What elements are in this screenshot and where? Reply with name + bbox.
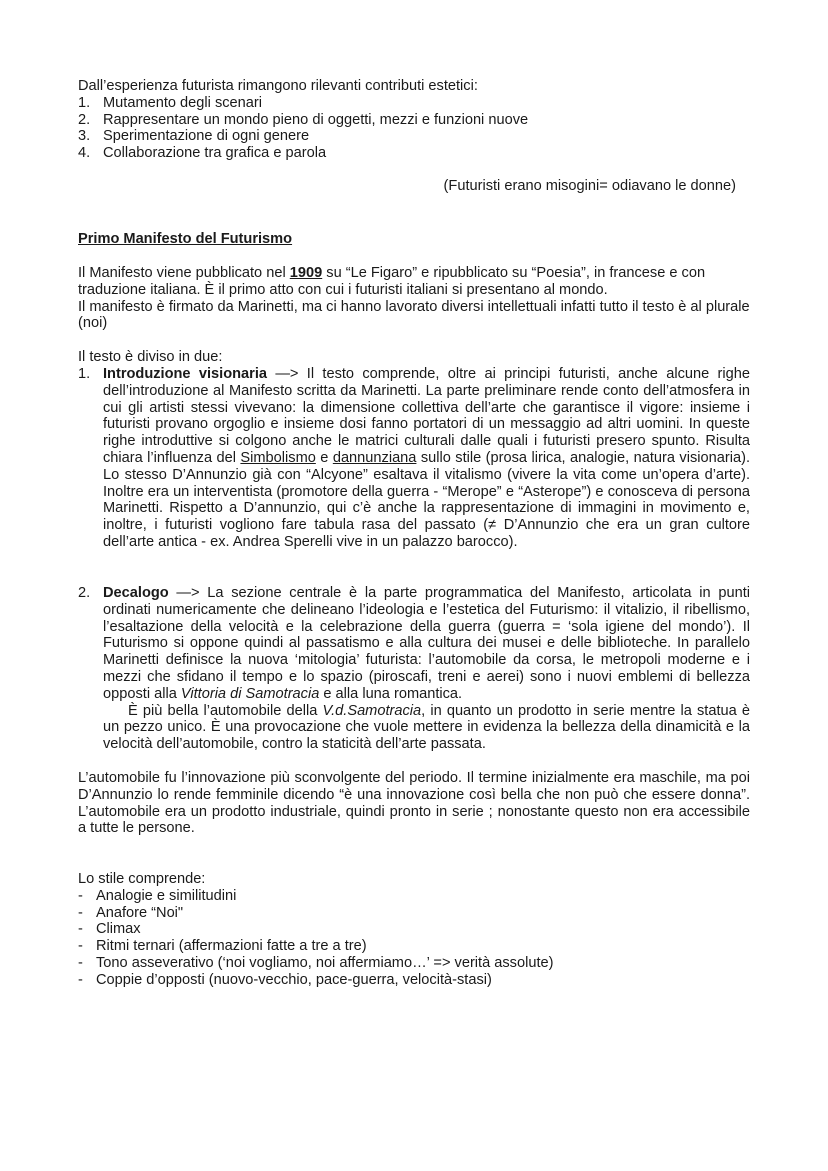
list-item	[78, 585, 750, 753]
list-item	[78, 145, 750, 162]
style-block	[78, 871, 750, 989]
keyword-dannunziana: dannunziana	[332, 449, 417, 466]
list-dash: -	[78, 954, 83, 971]
item-body: —> Il testo comprende, oltre ai principi futuristi, anche alcune righe dell’introduzione al Manifesto scritta da Marinetti. La parte preliminare rende conto dell’atmosfera in cui gli artisti stessi vivevano: la dimensione collettiva dell’arte che garantisce il vigore: insieme i futuristi provano orgoglio e insieme dosi fanno portatori di un messaggio ad altri uomini. In queste righe introduttive si colgono anche le matrici culturali dalle quali i futuristi presero spunto. Risulta chiara l’influenza del	[103, 366, 750, 466]
list-item	[78, 112, 750, 129]
sub-text: È più bella l’automobile della	[128, 702, 323, 719]
list-number: 3.	[78, 128, 91, 145]
intro-block	[78, 78, 750, 162]
automobile-paragraph: L’automobile fu l’innovazione più sconvolgente del periodo. Il termine inizialmente era maschile, ma poi D’Annunzio lo rende femminile dicendo “è una innovazione così bella che non può che essere donna”. L’automobile era un prodotto industriale, quindi pronto in serie ; nonostante questo non era accessibile a tutte le persone.	[78, 770, 750, 837]
list-item	[78, 955, 750, 972]
sub-text: , in quanto un prodotto in serie mentre la statua è un pezzo unico. È una provocazione che vuole mettere in evidenza la bellezza della dinamicità e la velocità dell’automobile, contro la staticità dell’arte passata.	[103, 702, 750, 753]
italic-samotracia: V.d.Samotracia	[322, 702, 422, 719]
publication-text-b: su “Le Figaro” e ripubblicato su “Poesia”, in francese e con traduzione italiana. È il primo atto con cui i futuristi italiani si presentano al mondo.	[78, 265, 706, 298]
list-number: 4.	[78, 145, 91, 162]
list-number: 2.	[78, 585, 91, 601]
division-lead: Il testo è diviso in due:	[78, 349, 223, 365]
item-body: —> La sezione centrale è la parte programmatica del Manifesto, articolata in punti ordinati numericamente che delineano l’ideologia e l’estetica del Futurismo: il vitalizio, il ribellismo, l’esaltazione della velocità e la celebrazione della guerra (guerra = ‘sola igiene del mondo’). Il Futurismo si oppone quindi al passatismo e alla cultura dei musei e delle biblioteche. In parallelo Marinetti definisce la nuova ‘mitologia’ futurista: l’automobile da corsa, le metropoli moderne e i mezzi che sfidano il tempo e lo spazio (piroscafi, treni e aerei) sono i nuovi emblemi di bellezza opposti alla	[103, 585, 750, 702]
list-text: Coppie d’opposti (nuovo-vecchio, pace-guerra, velocità-stasi)	[96, 971, 492, 988]
publication-block	[78, 265, 750, 332]
list-dash: -	[78, 887, 83, 904]
list-item	[78, 921, 750, 938]
item-title: Decalogo	[103, 585, 169, 601]
list-text: Rappresentare un mondo pieno di oggetti, mezzi e funzioni nuove	[103, 111, 529, 128]
italic-vittoria: Vittoria di Samotracia	[180, 685, 320, 702]
item-content	[103, 585, 750, 753]
intro-lead: Dall’esperienza futurista rimangono rilevanti contributi estetici:	[78, 78, 478, 94]
style-lead: Lo stile comprende:	[78, 871, 206, 887]
list-text: Mutamento degli scenari	[103, 94, 262, 111]
list-item	[78, 128, 750, 145]
list-text: Climax	[96, 921, 141, 938]
list-dash: -	[78, 971, 83, 988]
item-decalogo	[78, 585, 750, 753]
item-body: sullo stile (prosa lirica, analogie, natura visionaria). Lo stesso D’Annunzio già con “Alcyone” esaltava il vitalismo (vivere la vita come un’opera d’arte). Inoltre era un interventista (promotore della guerra - “Merope” e “Asterope”) e conosceva di persona Marinetti. Rispetto a D’annunzio, qui c’è anche la rappresentazione di immagini in movimento e, inoltre, i futuristi vogliono fare tabula rasa del passato (≠ D’Annunzio che era un gran cultore dell’arte antica - ex. Andrea Sperelli vive in un palazzo barocco).	[103, 449, 750, 550]
list-item	[78, 888, 750, 905]
list-text: Tono asseverativo (‘noi vogliamo, noi affermiamo…’ => verità assolute)	[96, 954, 554, 971]
keyword-simbolismo: Simbolismo	[240, 449, 316, 466]
item-title: Introduzione visionaria	[103, 366, 268, 382]
misogyny-note: (Futuristi erano misogini= odiavano le donne)	[443, 178, 736, 194]
list-dash: -	[78, 921, 83, 938]
list-number: 1.	[78, 94, 91, 111]
list-text: Sperimentazione di ogni genere	[103, 128, 310, 145]
item-body: e	[315, 449, 333, 466]
list-item	[78, 938, 750, 955]
item-text	[103, 366, 750, 551]
item-body: e alla luna romantica.	[319, 685, 463, 702]
list-item	[78, 905, 750, 922]
publication-paragraph	[78, 265, 750, 299]
list-item	[78, 972, 750, 989]
list-dash: -	[78, 904, 83, 921]
item-introduzione	[78, 366, 750, 551]
list-text: Analogie e similitudini	[96, 887, 237, 904]
list-number: 2.	[78, 111, 91, 128]
publication-text-a: Il Manifesto viene pubblicato nel	[78, 265, 290, 281]
signature-paragraph: Il manifesto è firmato da Marinetti, ma ci hanno lavorato diversi intellettuali infatti tutto il testo è al plurale (noi)	[78, 298, 750, 332]
list-item	[78, 95, 750, 112]
list-text: Anafore “Noi"	[96, 904, 184, 921]
item-text	[103, 585, 750, 703]
publication-year: 1909	[289, 265, 323, 281]
list-number: 1.	[78, 366, 91, 382]
list-dash: -	[78, 938, 83, 955]
section-heading: Primo Manifesto del Futurismo	[78, 231, 293, 247]
list-text: Collaborazione tra grafica e parola	[103, 145, 327, 162]
item-subparagraph	[103, 703, 750, 753]
list-text: Ritmi ternari (affermazioni fatte a tre a tre)	[96, 938, 367, 955]
list-item	[78, 366, 750, 551]
